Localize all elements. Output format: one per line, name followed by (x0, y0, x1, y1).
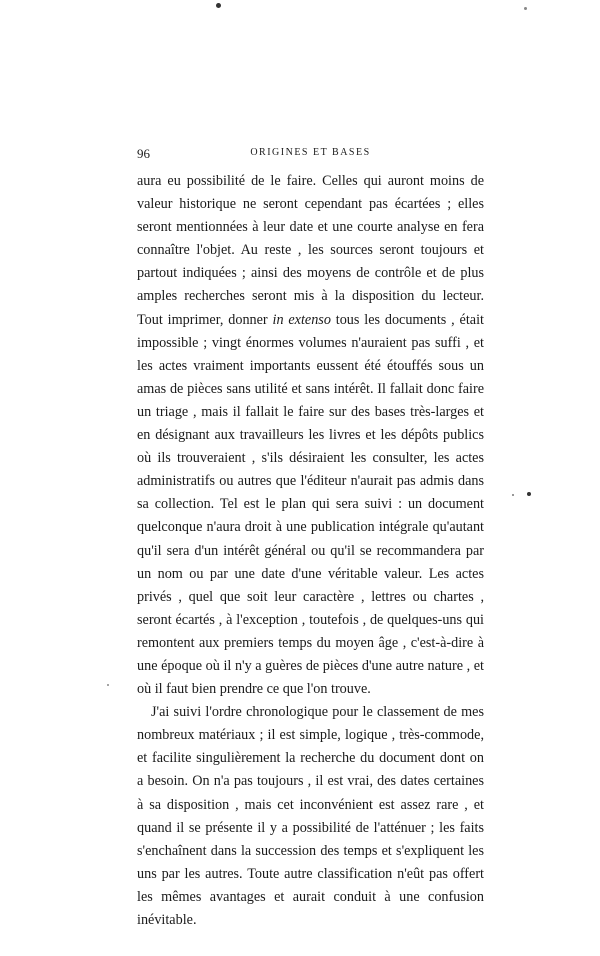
scan-speck (524, 7, 527, 10)
paragraph-text: tous les documents , était impossible ; vingt énormes volumes n'auraient pas suffi , et les actes vraiment importants eussent été étouffés sous un amas de pièces sans utilité et sans intérêt. Il fallait donc faire un triage , mais il fallait le faire sur des bases très-larges et en désignant aux travailleurs les livres et les dépôts publics où ils trouveraient , s'ils désiraient les consulter, les actes administratifs ou autres que l'éditeur n'aurait pas admis dans sa collection. Tel est le plan qui sera suivi : un document quelconque n'aura droit à une publication intégrale qu'autant qu'il sera d'un intérêt général ou qu'il se recommandera par un nom ou par une date d'une véritable valeur. Les actes privés , quel que soit leur caractère , lettres ou chartes , seront écartés , à l'exception , toutefois , de quelques-uns qui remontent aux premiers temps du moyen âge , c'est-à-dire à une époque où il n'y a guères de pièces d'une autre nature , et où il faut bien prendre ce que l'on trouve. (137, 311, 484, 698)
scan-speck (527, 492, 531, 496)
paragraph-text: aura eu possibilité de le faire. Celles qui auront moins de valeur historique ne seront cependant pas écartées ; elles seront mentionnées à leur date et une courte analyse en fera connaître l'objet. Au reste , les sources seront toujours et partout indiquées ; ainsi des moyens de contrôle et de plus amples recherches seront mis à la disposition du lecteur. Tout imprimer, donner (137, 173, 484, 328)
scan-speck (107, 684, 109, 686)
page-header (137, 146, 484, 164)
body-text (137, 170, 484, 932)
paragraph (137, 170, 484, 701)
scan-speck (512, 494, 514, 496)
running-title: ORIGINES ET BASES (250, 147, 371, 158)
italic-phrase: in extenso (272, 311, 331, 328)
scan-speck (216, 3, 221, 8)
page-number: 96 (137, 146, 150, 161)
paragraph: J'ai suivi l'ordre chronologique pour le classement de mes nombreux matériaux ; il est simple, logique , très-commode, et facilite singulièrement la recherche du document dont on a besoin. On n'a pas toujours , il est vrai, des dates certaines à sa disposition , mais cet inconvénient est assez rare , et quand il se présente il y a possibilité de l'atténuer ; les faits s'enchaînent dans la succession des temps et s'expliquent les uns par les autres. Toute autre classification n'eût pas offert les mêmes avantages et aurait conduit à une confusion inévitable. (137, 704, 484, 928)
